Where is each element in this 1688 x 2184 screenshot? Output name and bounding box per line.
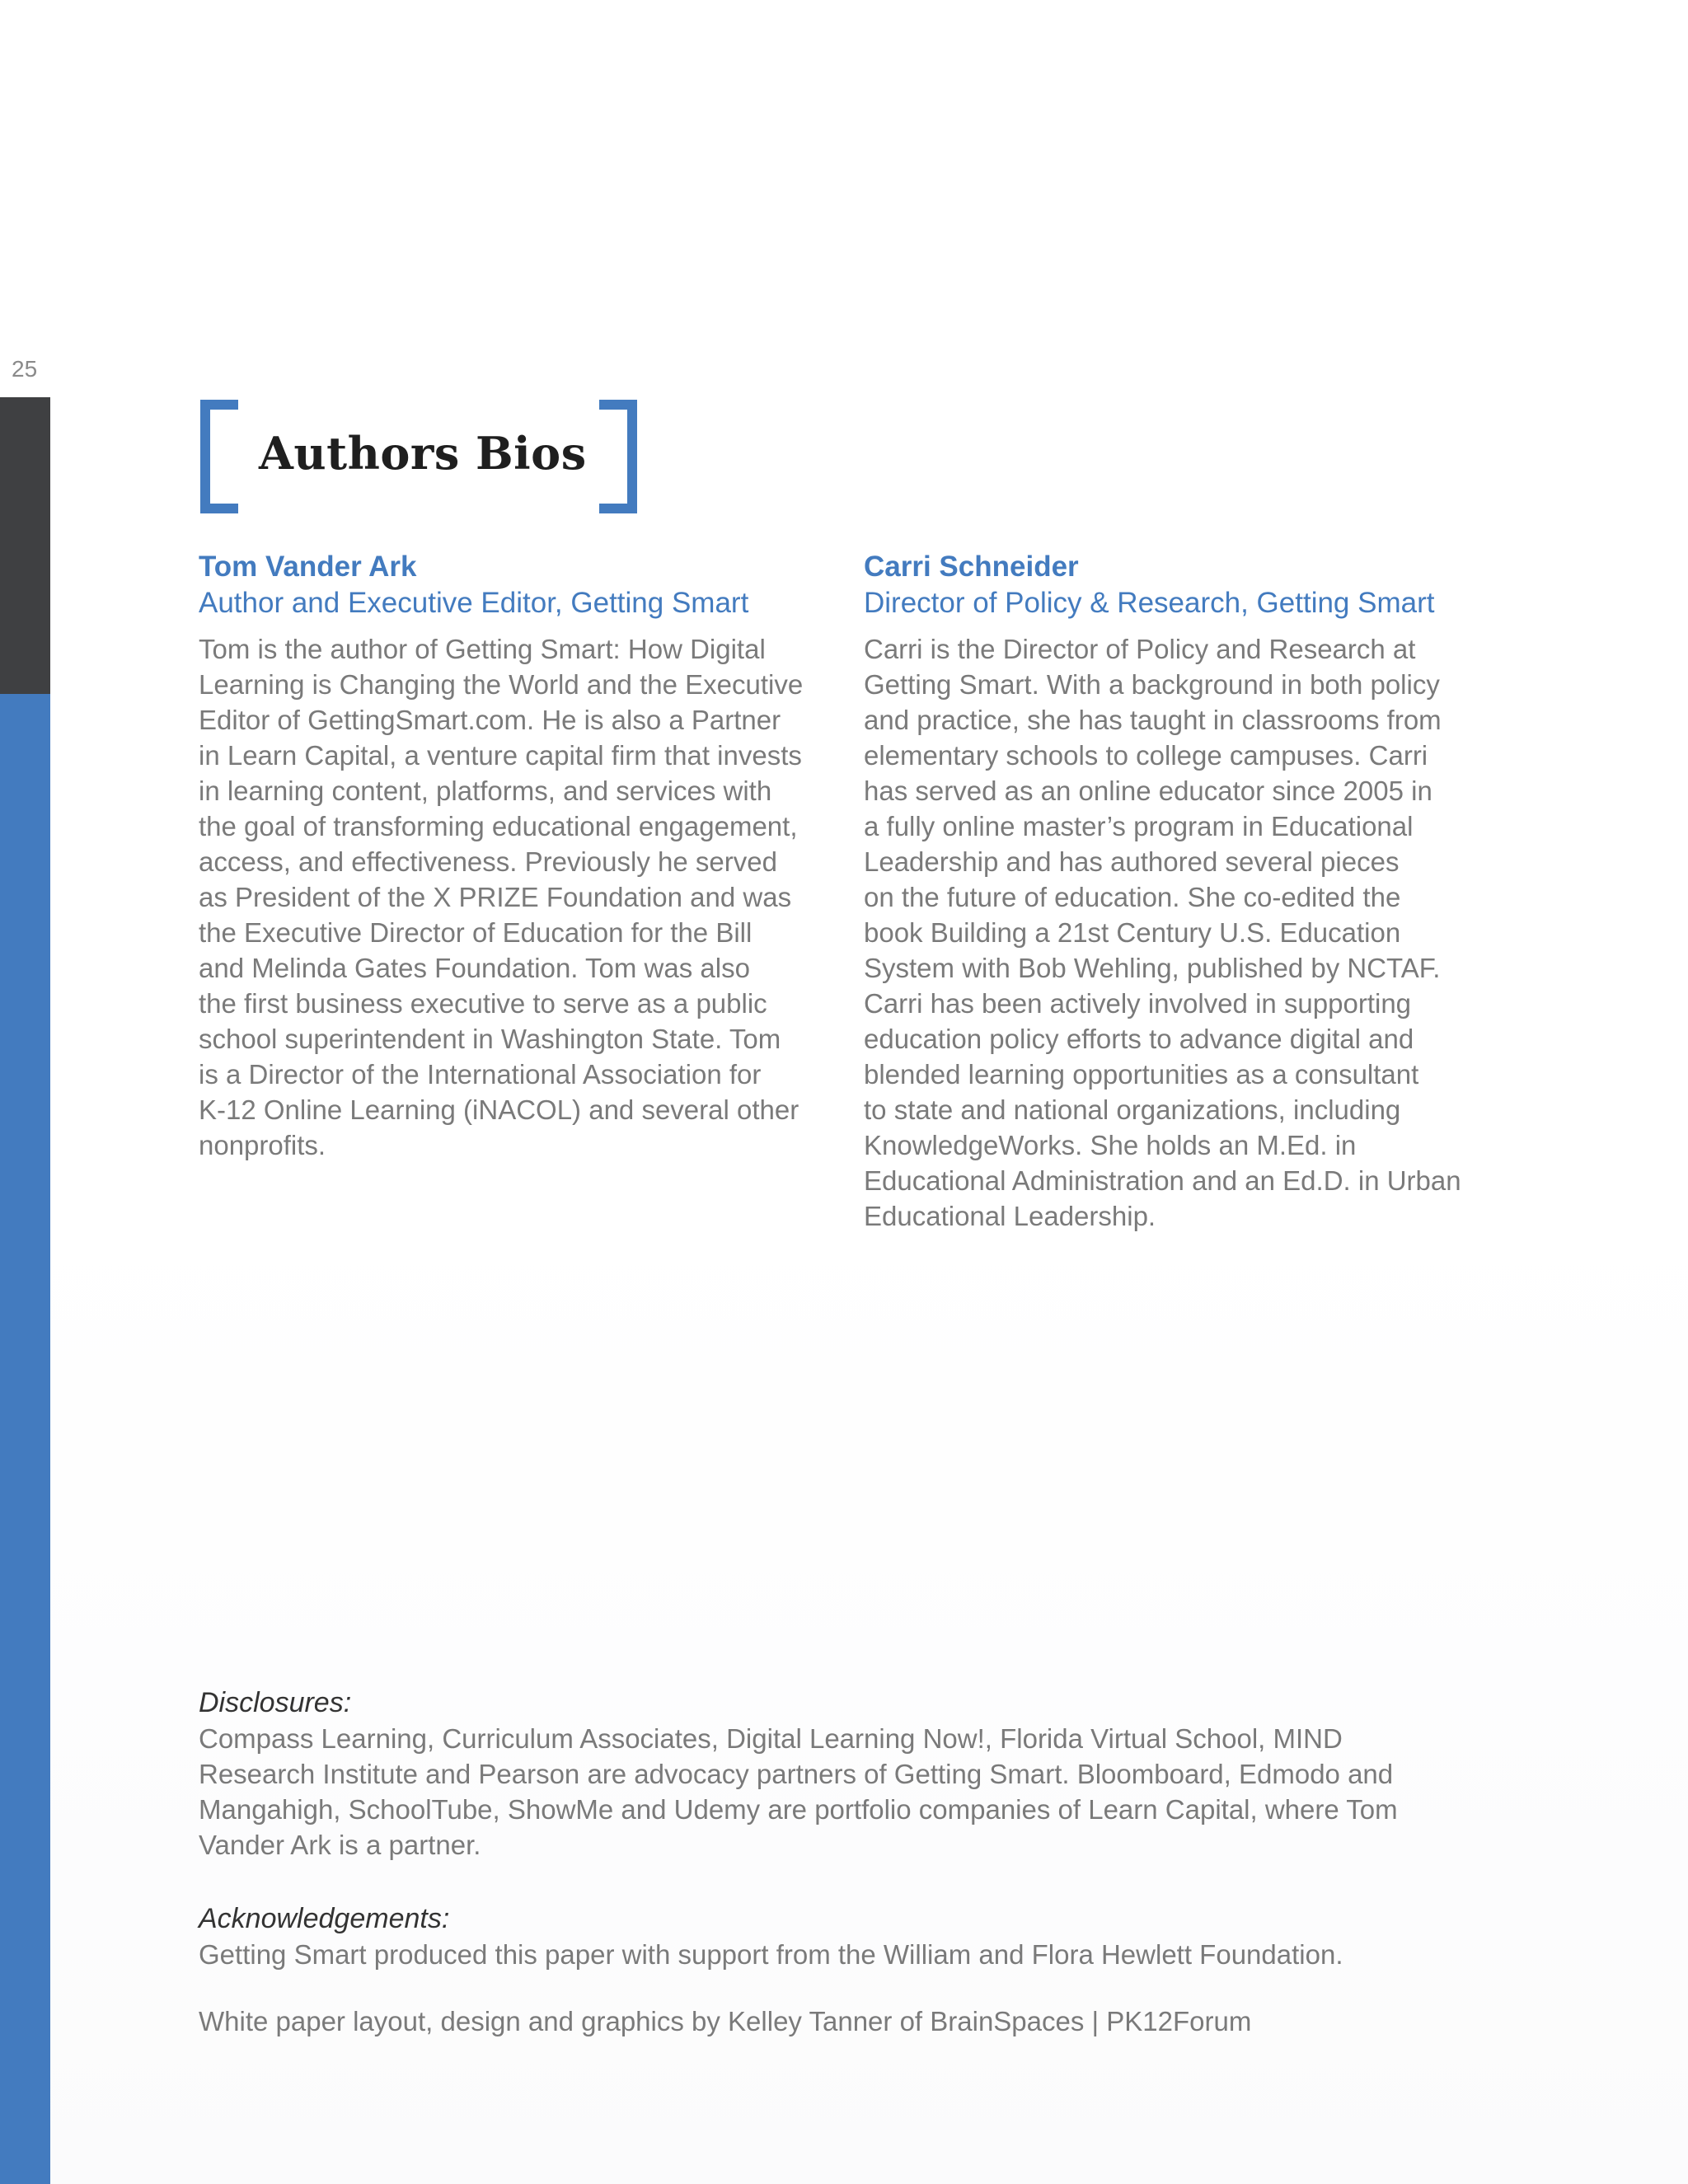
left-bracket-decoration xyxy=(200,400,238,513)
author-bio-column xyxy=(864,549,1507,1234)
author-role: Author and Executive Editor, Getting Smart xyxy=(199,587,749,619)
page-title: Authors Bios xyxy=(259,427,587,480)
sidebar-dark-band xyxy=(0,397,50,694)
acknowledgements-section xyxy=(199,1900,1517,1972)
right-bracket-decoration xyxy=(599,400,637,513)
acknowledgements-heading: Acknowledgements: xyxy=(199,1903,450,1934)
disclosures-heading: Disclosures: xyxy=(199,1687,352,1718)
author-name: Tom Vander Ark xyxy=(199,551,417,583)
acknowledgements-text: Getting Smart produced this paper with support from the William and Flora Hewlett Foundation. xyxy=(199,1939,1343,1970)
sidebar-blue-band xyxy=(0,694,50,2184)
author-role: Director of Policy & Research, Getting Smart xyxy=(864,587,1435,619)
disclosures-text: Compass Learning, Curriculum Associates, Digital Learning Now!, Florida Virtual School, MIND Research Institute and Pearson are advocacy partners of Getting Smart. Bloomboard, Edmodo and Mangahigh, SchoolTube, ShowMe and Udemy are portfolio companies of Learn Capital, where Tom Vander Ark is a partner. xyxy=(199,1723,1398,1860)
author-bio-column xyxy=(199,549,833,1163)
disclosures-section xyxy=(199,1685,1517,1863)
page-number: 25 xyxy=(12,356,38,382)
author-bio-text: Carri is the Director of Policy and Research at Getting Smart. With a background in both policy and practice, she has taught in classrooms from elementary schools to college campuses. Carri has served as an online educator since 2005 in a fully online master’s program in Educational Leadership and has authored several pieces on the future of education. She co-edited the book Building a 21st Century U.S. Education System with Bob Wehling, published by NCTAF. Carri has been actively involved in supporting education policy efforts to advance digital and blended learning opportunities as a consultant to state and national organizations, including KnowledgeWorks. She holds an M.Ed. in Educational Administration and an Ed.D. in Urban Educational Leadership. xyxy=(864,634,1461,1231)
author-bio-text: Tom is the author of Getting Smart: How Digital Learning is Changing the World and the Executive Editor of GettingSmart.com. He is also a Partner in Learn Capital, a venture capital firm that invests in learning content, platforms, and services with the goal of transforming educational engagement, access, and effectiveness. Previously he served as President of the X PRIZE Foundation and was the Executive Director of Education for the Bill and Melinda Gates Foundation. Tom was also the first business executive to serve as a public school superintendent in Washington State. Tom is a Director of the International Association for K-12 Online Learning (iNACOL) and several other nonprofits. xyxy=(199,634,804,1160)
design-credit-text: White paper layout, design and graphics by Kelley Tanner of BrainSpaces | PK12Forum xyxy=(199,2006,1252,2036)
design-credit xyxy=(199,2004,1517,2039)
author-name: Carri Schneider xyxy=(864,551,1079,583)
